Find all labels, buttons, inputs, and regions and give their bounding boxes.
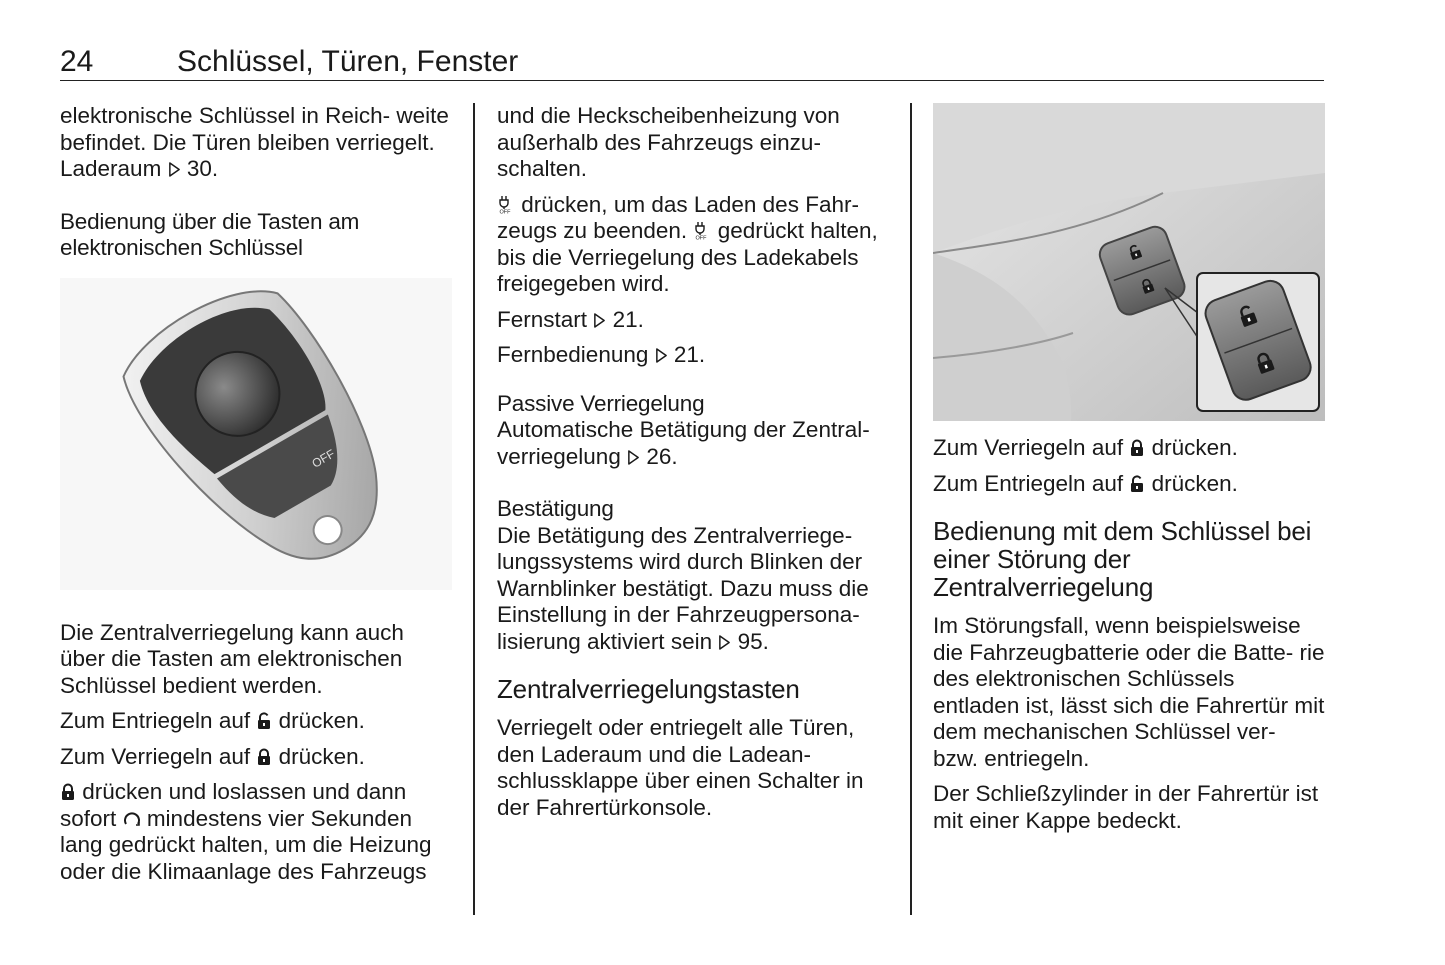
- paragraph: [60, 708, 452, 735]
- paragraph-text: Zum Verriegeln auf: [933, 435, 1124, 460]
- electronic-key-figure: [60, 278, 452, 590]
- paragraph-text: Automatische Betätigung der Zentral- verriegelung: [497, 417, 870, 469]
- lock-icon: [256, 748, 272, 766]
- lock-icon: [1129, 439, 1145, 457]
- paragraph-text: drücken.: [1151, 470, 1238, 496]
- paragraph-text: drücken.: [278, 708, 365, 733]
- page-ref-arrow-icon: [718, 634, 731, 651]
- paragraph-text: drücken, um das Laden des Fahr- zeugs zu beenden.: [497, 191, 859, 243]
- paragraph-text: Fernbedienung: [497, 342, 649, 367]
- paragraph-text: gedrückt halten, bis die Verriegelung des Ladekabels freigegeben wird.: [497, 218, 878, 296]
- heading-zentralverriegelungstasten: Zentralverriegelungstasten: [497, 674, 800, 704]
- key-off-button-label: OFF: [309, 446, 338, 471]
- paragraph-text: Zum Entriegeln auf: [933, 470, 1124, 496]
- remote-start-icon: [123, 810, 141, 828]
- paragraph-text: Die Betätigung des Zentralverriege- lungssystems wird durch Blinken der Warnblinker bestätigt. Dazu muss die Einstellung in der Fahrzeugpersona- lisierung aktiviert sein: [497, 522, 869, 654]
- paragraph-text: Zum Entriegeln auf: [60, 708, 251, 733]
- subheading-bestaetigung: Bestätigung: [497, 496, 614, 521]
- paragraph: [497, 417, 891, 470]
- paragraph: Im Störungsfall, wenn beispielsweise die Fahrzeugbatterie oder die Batte- rie des elektronischen Schlüssels entladen ist, lässt sich die Fahrertür mit dem mechanischen Schlüssel ver- bzw. entriegeln.: [933, 613, 1325, 771]
- paragraph: [497, 192, 891, 298]
- paragraph-text: elektronische Schlüssel in Reich- weite befindet. Die Türen bleiben verriegelt. Laderaum: [60, 103, 449, 181]
- page-number: 24: [60, 45, 94, 78]
- page-ref-arrow-icon: [627, 449, 640, 466]
- subheading-bedienung: Bedienung über die Tasten am elektronischen Schlüssel: [60, 208, 360, 260]
- subheading-passive: Passive Verriegelung: [497, 390, 705, 416]
- unlock-icon: [256, 712, 272, 730]
- paragraph-text: Zum Verriegeln auf: [60, 743, 251, 769]
- paragraph-text: Fernstart: [497, 306, 588, 332]
- charge-off-icon: [497, 194, 515, 214]
- paragraph: [933, 471, 1325, 498]
- page-ref[interactable]: 21.: [673, 342, 706, 367]
- page-ref[interactable]: 21.: [612, 306, 644, 332]
- charge-off-icon: [693, 220, 711, 240]
- paragraph: [497, 307, 891, 334]
- paragraph: Der Schließzylinder in der Fahrertür ist mit einer Kappe bedeckt.: [933, 781, 1319, 833]
- paragraph: [497, 342, 891, 369]
- heading-stoerung: Bedienung mit dem Schlüssel bei einer Störung der Zentralverriegelung: [933, 516, 1312, 602]
- page-ref-arrow-icon: [593, 312, 606, 329]
- paragraph-text: drücken.: [278, 743, 365, 769]
- paragraph: [60, 103, 452, 183]
- column-divider: [910, 103, 912, 915]
- column-3: [933, 103, 1325, 843]
- lock-icon: [60, 783, 76, 801]
- paragraph: [60, 744, 452, 771]
- unlock-icon: [1129, 475, 1145, 493]
- door-switch-figure: [933, 103, 1325, 421]
- paragraph-text: mindestens vier Sekunden lang gedrückt halten, um die Heizung oder die Klimaanlage des Fahrzeugs: [60, 805, 432, 884]
- page-ref[interactable]: 95.: [737, 628, 769, 654]
- paragraph: [497, 523, 891, 656]
- paragraph: und die Heckscheibenheizung von außerhalb des Fahrzeugs einzu- schalten.: [497, 103, 840, 181]
- column-1: [60, 103, 452, 894]
- paragraph: [933, 435, 1325, 462]
- page-ref[interactable]: 30.: [186, 156, 219, 181]
- page-ref[interactable]: 26.: [646, 443, 678, 469]
- page-title: Schlüssel, Türen, Fenster: [177, 45, 519, 78]
- paragraph: Verriegelt oder entriegelt alle Türen, den Laderaum und die Ladean- schlussklappe über einen Schalter in der Fahrertürkonsole.: [497, 715, 864, 820]
- paragraph: Die Zentralverriegelung kann auch über die Tasten am elektronischen Schlüssel bedient werden.: [60, 619, 404, 698]
- column-divider: [473, 103, 475, 915]
- page-ref-arrow-icon: [655, 347, 668, 364]
- page-header: [60, 44, 1324, 81]
- paragraph-text: drücken und loslassen und dann sofort: [60, 779, 407, 831]
- column-2: [497, 103, 891, 830]
- paragraph-text: drücken.: [1151, 435, 1238, 460]
- page-ref-arrow-icon: [168, 161, 181, 178]
- paragraph: [60, 779, 452, 885]
